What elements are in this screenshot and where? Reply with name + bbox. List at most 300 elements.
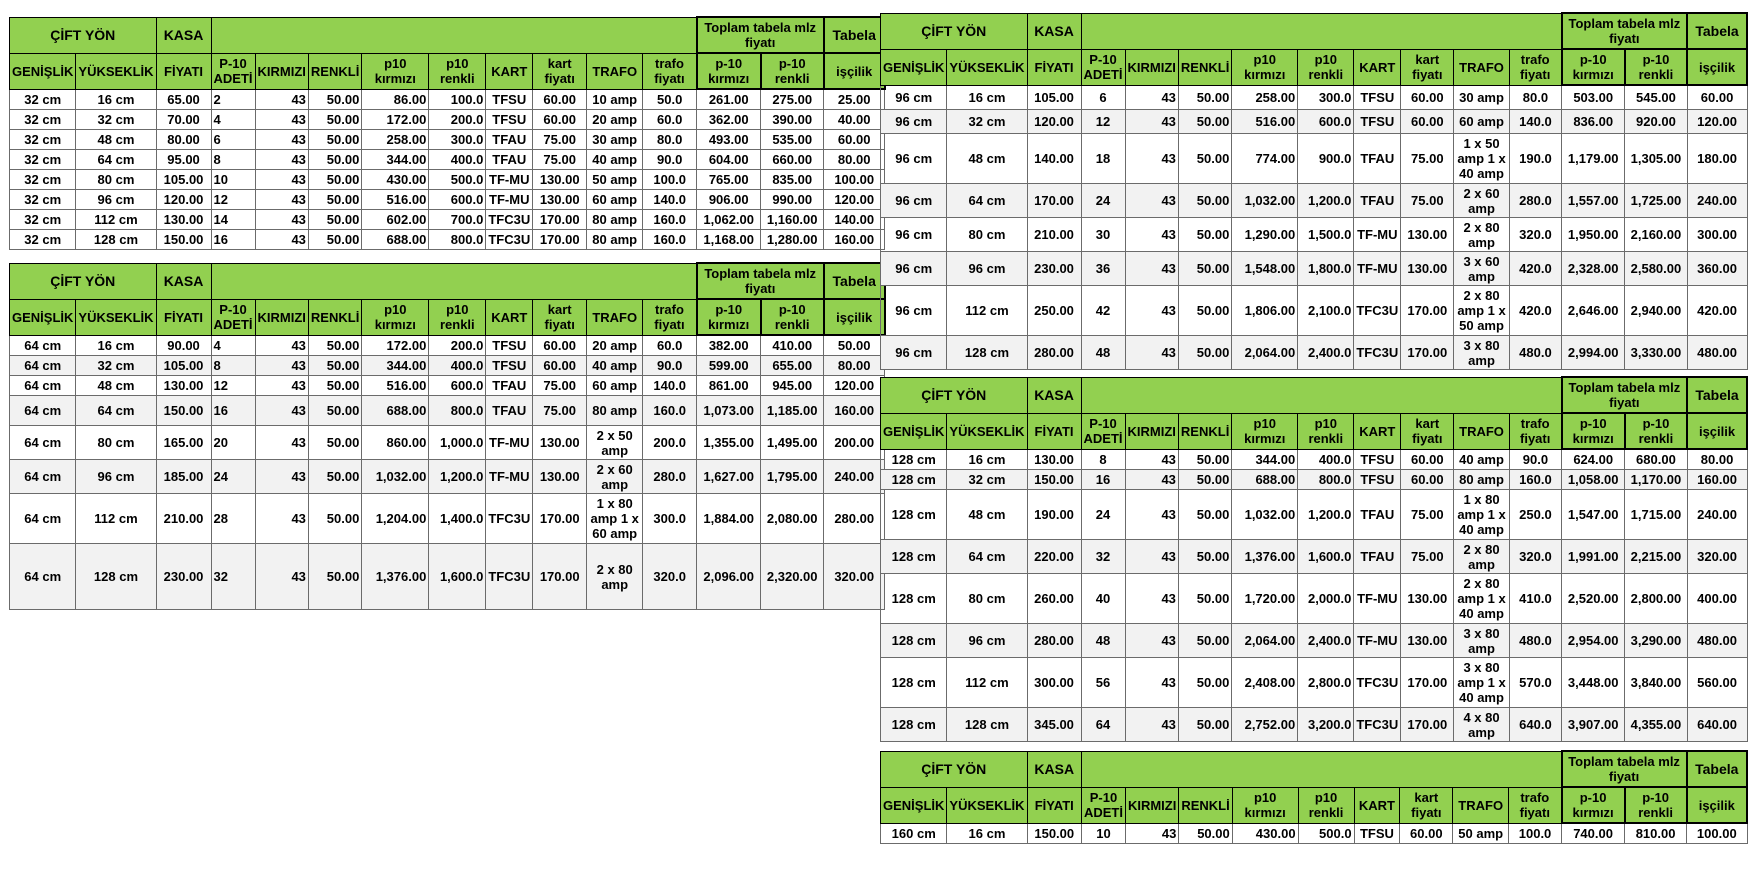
column-header: RENKLİ xyxy=(308,53,361,89)
table-cell: 50.00 xyxy=(308,190,361,210)
table-cell: 160.00 xyxy=(824,230,885,250)
table-cell: 250.0 xyxy=(1509,490,1561,540)
table-cell: 4,355.00 xyxy=(1625,708,1687,742)
table-cell: TF-MU xyxy=(486,170,533,190)
table-cell: 96 cm xyxy=(76,460,156,494)
table-cell: 50.00 xyxy=(308,110,361,130)
table-cell: 64 cm xyxy=(10,396,76,426)
column-header: RENKLİ xyxy=(1179,787,1232,823)
table-cell: 170.00 xyxy=(533,230,587,250)
table-cell: 32 xyxy=(211,544,255,610)
table-cell: 130.00 xyxy=(533,190,587,210)
table-cell: 280.00 xyxy=(824,494,885,544)
table-cell: 640.0 xyxy=(1509,708,1561,742)
table-cell: 170.00 xyxy=(533,210,587,230)
table-cell: 2,160.00 xyxy=(1625,218,1687,252)
table-cell: TFC3U xyxy=(486,210,533,230)
table-cell: 128 cm xyxy=(881,624,947,658)
table-row xyxy=(10,110,885,130)
table-cell: 3 x 80 amp 1 x 40 amp xyxy=(1454,658,1509,708)
table-cell: 2,940.00 xyxy=(1625,286,1687,336)
table-cell: 430.00 xyxy=(362,170,429,190)
table-cell: 14 xyxy=(211,210,255,230)
column-header: TRAFO xyxy=(1453,787,1509,823)
table-cell: 128 cm xyxy=(881,540,947,574)
column-header: TRAFO xyxy=(587,299,643,335)
table-cell: 320.0 xyxy=(1509,218,1561,252)
table-cell: 48 xyxy=(1081,624,1125,658)
table-cell: 190.0 xyxy=(1509,134,1561,184)
table-cell: 28 xyxy=(211,494,255,544)
table-cell: 16 cm xyxy=(947,823,1027,844)
table-cell: 2 x 60 amp xyxy=(1454,184,1509,218)
table-cell: 96 cm xyxy=(881,110,947,134)
table-cell: 2 x 80 amp xyxy=(1454,218,1509,252)
header-row-top xyxy=(10,263,885,299)
table-cell: 50.00 xyxy=(308,544,361,610)
table-cell: 3,907.00 xyxy=(1562,708,1625,742)
table-cell: 10 xyxy=(1081,823,1125,844)
table-cell: 2,400.0 xyxy=(1298,624,1354,658)
table-cell: 2,064.00 xyxy=(1232,336,1298,370)
column-header: YÜKSEKLİK xyxy=(76,299,156,335)
column-header: p-10 renkli xyxy=(761,299,824,335)
table-cell: 2,100.0 xyxy=(1298,286,1354,336)
column-header: FİYATI xyxy=(156,53,211,89)
table-cell: 1,950.00 xyxy=(1562,218,1625,252)
table-cell: 16 xyxy=(211,230,255,250)
table-row xyxy=(10,335,885,356)
table-cell: 688.00 xyxy=(1232,470,1298,490)
table-cell: 261.00 xyxy=(697,89,761,110)
table-cell: 170.00 xyxy=(533,544,587,610)
table-cell: 1,600.0 xyxy=(429,544,486,610)
table-cell: 516.00 xyxy=(362,376,429,396)
table-row xyxy=(10,494,885,544)
table-cell: 50 amp xyxy=(1453,823,1509,844)
blank-header xyxy=(1081,13,1562,49)
table-cell: 1,200.0 xyxy=(1298,490,1354,540)
table-row xyxy=(10,544,885,610)
column-header: p-10 renkli xyxy=(1625,49,1687,85)
table-cell: 240.00 xyxy=(1687,184,1747,218)
table-cell: 105.00 xyxy=(156,170,211,190)
table-cell: 130.00 xyxy=(1027,449,1081,470)
column-header: p-10 renkli xyxy=(1625,413,1687,449)
column-header: KIRMIZI xyxy=(255,53,308,89)
table-cell: 60 amp xyxy=(1454,110,1509,134)
table-cell: 390.00 xyxy=(761,110,824,130)
table-cell: 120.00 xyxy=(1027,110,1081,134)
column-header: GENİŞLİK xyxy=(10,53,76,89)
table-cell: 50.00 xyxy=(1178,658,1231,708)
table-cell: 50.0 xyxy=(643,89,697,110)
table-cell: 2,000.0 xyxy=(1298,574,1354,624)
header-row-columns xyxy=(10,299,885,335)
column-header: KIRMIZI xyxy=(1125,787,1178,823)
table-cell: 810.00 xyxy=(1625,823,1687,844)
table-cell: 6 xyxy=(211,130,255,150)
table-cell: 2 x 80 amp 1 x 40 amp xyxy=(1454,574,1509,624)
table-cell: 43 xyxy=(1125,110,1178,134)
table-cell: 120.00 xyxy=(1687,110,1747,134)
table-cell: 400.0 xyxy=(429,356,486,376)
price-table-96cm xyxy=(880,12,1748,370)
table-cell: 344.00 xyxy=(362,356,429,376)
table-cell: 50.00 xyxy=(308,170,361,190)
table-cell: 43 xyxy=(255,544,308,610)
table-cell: 96 cm xyxy=(881,134,947,184)
table-cell: 800.0 xyxy=(429,396,486,426)
table-cell: 1 x 80 amp 1 x 40 amp xyxy=(1454,490,1509,540)
table-cell: 128 cm xyxy=(881,470,947,490)
table-cell: TFSU xyxy=(1354,470,1401,490)
table-cell: 1,168.00 xyxy=(697,230,761,250)
table-cell: 150.00 xyxy=(1027,470,1081,490)
table-cell: 1,000.0 xyxy=(429,426,486,460)
column-header: RENKLİ xyxy=(1178,49,1231,85)
table-cell: 493.00 xyxy=(697,130,761,150)
table-cell: 96 cm xyxy=(947,624,1027,658)
table-cell: 3 x 80 amp xyxy=(1454,624,1509,658)
table-cell: 40 amp xyxy=(587,150,643,170)
table-row xyxy=(881,252,1748,286)
table-cell: 100.00 xyxy=(1687,823,1747,844)
table-cell: 40 xyxy=(1081,574,1125,624)
table-cell: 1,547.00 xyxy=(1562,490,1625,540)
table-body xyxy=(881,377,1748,742)
table-cell: 1,073.00 xyxy=(697,396,761,426)
table-cell: 80 amp xyxy=(1454,470,1509,490)
table-cell: 410.0 xyxy=(1509,574,1561,624)
table-cell: 240.00 xyxy=(824,460,885,494)
table-cell: 2,328.00 xyxy=(1562,252,1625,286)
table-cell: 96 cm xyxy=(947,252,1027,286)
table-cell: 280.00 xyxy=(1027,624,1081,658)
column-header: FİYATI xyxy=(1027,413,1081,449)
table-cell: 140.00 xyxy=(824,210,885,230)
table-cell: 1,500.0 xyxy=(1298,218,1354,252)
table-cell: 320.0 xyxy=(1509,540,1561,574)
table-cell: 275.00 xyxy=(761,89,824,110)
table-cell: 1,884.00 xyxy=(697,494,761,544)
table-cell: 280.0 xyxy=(1509,184,1561,218)
table-cell: 190.00 xyxy=(1027,490,1081,540)
table-cell: 60.00 xyxy=(1401,85,1454,110)
table-body xyxy=(881,751,1748,844)
table-cell: 1,376.00 xyxy=(362,544,429,610)
table-cell: 43 xyxy=(1125,708,1178,742)
table-cell: 50.00 xyxy=(1178,110,1231,134)
table-cell: 43 xyxy=(255,460,308,494)
table-cell: 40.00 xyxy=(824,110,885,130)
column-header: RENKLİ xyxy=(1178,413,1231,449)
table-cell: 96 cm xyxy=(76,190,156,210)
table-cell: 130.00 xyxy=(1401,574,1454,624)
table-cell: 500.0 xyxy=(1298,823,1354,844)
table-cell: 2,994.00 xyxy=(1562,336,1625,370)
column-header: trafo fiyatı xyxy=(643,299,697,335)
table-cell: 4 x 80 amp xyxy=(1454,708,1509,742)
table-cell: TFAU xyxy=(1354,540,1401,574)
column-header: P-10 ADETİ xyxy=(211,53,255,89)
table-cell: 50.00 xyxy=(308,335,361,356)
table-cell: 1,557.00 xyxy=(1562,184,1625,218)
table-cell: 535.00 xyxy=(761,130,824,150)
table-cell: 280.0 xyxy=(643,460,697,494)
column-header: kart fiyatı xyxy=(533,53,587,89)
table-cell: 420.0 xyxy=(1509,286,1561,336)
table-cell: 48 cm xyxy=(76,376,156,396)
table-cell: 43 xyxy=(255,335,308,356)
table-cell: 200.0 xyxy=(429,335,486,356)
table-cell: 160.0 xyxy=(643,230,697,250)
table-cell: 130.00 xyxy=(156,210,211,230)
toplam-header: Toplam tabela mlz fiyatı xyxy=(697,263,824,299)
table-cell: 80.00 xyxy=(156,130,211,150)
table-cell: TFSU xyxy=(1354,85,1401,110)
column-header: YÜKSEKLİK xyxy=(76,53,156,89)
table-cell: 43 xyxy=(255,190,308,210)
table-cell: 480.0 xyxy=(1509,624,1561,658)
table-cell: 1,179.00 xyxy=(1562,134,1625,184)
table-cell: 80.00 xyxy=(1687,449,1747,470)
table-cell: 60.00 xyxy=(1687,85,1747,110)
cift-yon-header: ÇİFT YÖN xyxy=(10,17,157,53)
toplam-header: Toplam tabela mlz fiyatı xyxy=(697,17,824,53)
header-row-top xyxy=(881,751,1748,787)
table-cell: 170.00 xyxy=(1027,184,1081,218)
blank-header xyxy=(211,17,697,53)
table-cell: 1,062.00 xyxy=(697,210,761,230)
table-row xyxy=(10,210,885,230)
table-cell: 43 xyxy=(1125,184,1178,218)
table-cell: 1,290.00 xyxy=(1232,218,1298,252)
table-cell: 1,200.0 xyxy=(429,460,486,494)
table-cell: 80 amp xyxy=(587,210,643,230)
column-header: trafo fiyatı xyxy=(1509,49,1561,85)
table-cell: 545.00 xyxy=(1625,85,1687,110)
table-cell: 96 cm xyxy=(881,286,947,336)
table-cell: 400.0 xyxy=(429,150,486,170)
cift-yon-header: ÇİFT YÖN xyxy=(881,377,1028,413)
header-row-columns xyxy=(881,787,1748,823)
table-cell: 50.00 xyxy=(1178,574,1231,624)
table-cell: 32 cm xyxy=(10,130,76,150)
column-header: P-10 ADETİ xyxy=(211,299,255,335)
table-cell: 602.00 xyxy=(362,210,429,230)
table-cell: TF-MU xyxy=(486,460,533,494)
table-cell: 16 cm xyxy=(76,89,156,110)
table-cell: 740.00 xyxy=(1562,823,1625,844)
table-cell: 96 cm xyxy=(881,336,947,370)
table-cell: 30 amp xyxy=(587,130,643,150)
table-cell: 20 amp xyxy=(587,110,643,130)
table-cell: 50.00 xyxy=(308,89,361,110)
table-cell: 2,520.00 xyxy=(1562,574,1625,624)
table-cell: 128 cm xyxy=(947,708,1027,742)
column-header: p10 renkli xyxy=(429,53,486,89)
table-cell: TF-MU xyxy=(1354,574,1401,624)
column-header: kart fiyatı xyxy=(533,299,587,335)
table-cell: TFAU xyxy=(486,396,533,426)
table-cell: 18 xyxy=(1081,134,1125,184)
table-cell: 128 cm xyxy=(881,490,947,540)
toplam-header: Toplam tabela mlz fiyatı xyxy=(1562,751,1687,787)
table-cell: 48 cm xyxy=(76,130,156,150)
table-row xyxy=(881,574,1748,624)
table-cell: TFSU xyxy=(486,110,533,130)
table-cell: 60.0 xyxy=(643,335,697,356)
table-cell: 185.00 xyxy=(156,460,211,494)
table-cell: 160.00 xyxy=(1687,470,1747,490)
table-cell: 50.00 xyxy=(1178,218,1231,252)
table-cell: 60.00 xyxy=(1401,449,1454,470)
table-cell: 32 xyxy=(1081,540,1125,574)
table-cell: 50.00 xyxy=(1178,449,1231,470)
column-header: p-10 kırmızı xyxy=(697,53,761,89)
table-cell: 1,305.00 xyxy=(1625,134,1687,184)
table-cell: 50.00 xyxy=(308,396,361,426)
table-cell: 170.00 xyxy=(533,494,587,544)
table-cell: 1,991.00 xyxy=(1562,540,1625,574)
toplam-header: Toplam tabela mlz fiyatı xyxy=(1562,377,1687,413)
table-cell: TFC3U xyxy=(486,494,533,544)
table-cell: 48 cm xyxy=(947,490,1027,540)
table-cell: 64 cm xyxy=(76,396,156,426)
table-cell: 60.00 xyxy=(824,130,885,150)
table-cell: 50.00 xyxy=(308,460,361,494)
table-cell: 200.00 xyxy=(824,426,885,460)
table-cell: 100.00 xyxy=(824,170,885,190)
table-cell: 43 xyxy=(255,89,308,110)
table-cell: 624.00 xyxy=(1562,449,1625,470)
tabela-header: Tabela xyxy=(824,263,885,299)
table-cell: 170.00 xyxy=(1401,336,1454,370)
table-cell: 180.00 xyxy=(1687,134,1747,184)
table-cell: TFSU xyxy=(1354,449,1401,470)
table-cell: 362.00 xyxy=(697,110,761,130)
table-cell: 200.0 xyxy=(643,426,697,460)
column-header: işçilik xyxy=(1687,787,1747,823)
table-cell: 43 xyxy=(1125,624,1178,658)
table-cell: 800.0 xyxy=(429,230,486,250)
table-cell: TFAU xyxy=(1354,490,1401,540)
table-cell: 2,408.00 xyxy=(1232,658,1298,708)
table-cell: 80 amp xyxy=(587,396,643,426)
table-cell: 1,032.00 xyxy=(1232,490,1298,540)
table-cell: 2,580.00 xyxy=(1625,252,1687,286)
table-cell: 20 xyxy=(211,426,255,460)
table-cell: 43 xyxy=(255,376,308,396)
table-cell: 75.00 xyxy=(1401,490,1454,540)
table-cell: 130.00 xyxy=(156,376,211,396)
table-cell: 43 xyxy=(1125,85,1178,110)
table-cell: 8 xyxy=(1081,449,1125,470)
table-cell: 16 xyxy=(1081,470,1125,490)
column-header: TRAFO xyxy=(1454,49,1509,85)
table-cell: 2 x 80 amp xyxy=(587,544,643,610)
table-cell: 170.00 xyxy=(1401,658,1454,708)
table-cell: 64 cm xyxy=(10,376,76,396)
table-row xyxy=(881,286,1748,336)
table-cell: 48 cm xyxy=(947,134,1027,184)
table-cell: 128 cm xyxy=(76,230,156,250)
table-cell: 8 xyxy=(211,356,255,376)
table-cell: 50.00 xyxy=(1178,708,1231,742)
table-body xyxy=(10,17,885,250)
table-row xyxy=(10,150,885,170)
table-row xyxy=(10,89,885,110)
table-cell: 300.0 xyxy=(643,494,697,544)
column-header: p-10 kırmızı xyxy=(1562,413,1625,449)
table-cell: TFC3U xyxy=(486,230,533,250)
table-cell: 130.00 xyxy=(1401,624,1454,658)
table-cell: 42 xyxy=(1081,286,1125,336)
table-cell: 12 xyxy=(211,376,255,396)
column-header: p10 renkli xyxy=(429,299,486,335)
table-cell: 32 cm xyxy=(947,470,1027,490)
table-cell: 60.00 xyxy=(1401,470,1454,490)
table-cell: 43 xyxy=(1125,134,1178,184)
table-cell: 24 xyxy=(1081,490,1125,540)
table-cell: 2,800.0 xyxy=(1298,658,1354,708)
table-cell: 2,646.00 xyxy=(1562,286,1625,336)
column-header: p10 kırmızı xyxy=(1232,787,1298,823)
table-cell: 160.0 xyxy=(643,396,697,426)
table-cell: 96 cm xyxy=(881,85,947,110)
table-cell: TFC3U xyxy=(1354,336,1401,370)
table-cell: 60.00 xyxy=(533,110,587,130)
table-cell: 345.00 xyxy=(1027,708,1081,742)
table-cell: 60.00 xyxy=(1401,110,1454,134)
table-cell: 200.0 xyxy=(429,110,486,130)
table-cell: 50.00 xyxy=(824,335,885,356)
table-cell: 95.00 xyxy=(156,150,211,170)
column-header: p10 kırmızı xyxy=(1232,49,1298,85)
table-cell: 60 amp xyxy=(587,376,643,396)
table-cell: 1,720.00 xyxy=(1232,574,1298,624)
table-cell: 1,170.00 xyxy=(1625,470,1687,490)
header-row-top xyxy=(10,17,885,53)
table-cell: 2,080.00 xyxy=(761,494,824,544)
table-row xyxy=(881,490,1748,540)
table-cell: 130.00 xyxy=(533,170,587,190)
table-cell: 420.00 xyxy=(1687,286,1747,336)
table-cell: 50.00 xyxy=(308,426,361,460)
table-cell: 43 xyxy=(255,230,308,250)
table-cell: 105.00 xyxy=(1027,85,1081,110)
table-cell: 128 cm xyxy=(881,658,947,708)
cift-yon-header: ÇİFT YÖN xyxy=(881,751,1028,787)
table-row xyxy=(881,658,1748,708)
column-header: p-10 renkli xyxy=(761,53,824,89)
table-cell: 50.00 xyxy=(1178,252,1231,286)
table-cell: 480.00 xyxy=(1687,624,1747,658)
table-cell: 170.00 xyxy=(1401,708,1454,742)
table-cell: 2,064.00 xyxy=(1232,624,1298,658)
table-cell: 1,548.00 xyxy=(1232,252,1298,286)
table-cell: 50.00 xyxy=(1178,540,1231,574)
column-header: p10 renkli xyxy=(1298,413,1354,449)
table-cell: 32 cm xyxy=(76,110,156,130)
table-cell: 50.00 xyxy=(1178,490,1231,540)
table-cell: 16 xyxy=(211,396,255,426)
table-cell: 500.0 xyxy=(429,170,486,190)
table-cell: 50 amp xyxy=(587,170,643,190)
table-cell: 2,752.00 xyxy=(1232,708,1298,742)
table-cell: 430.00 xyxy=(1232,823,1298,844)
